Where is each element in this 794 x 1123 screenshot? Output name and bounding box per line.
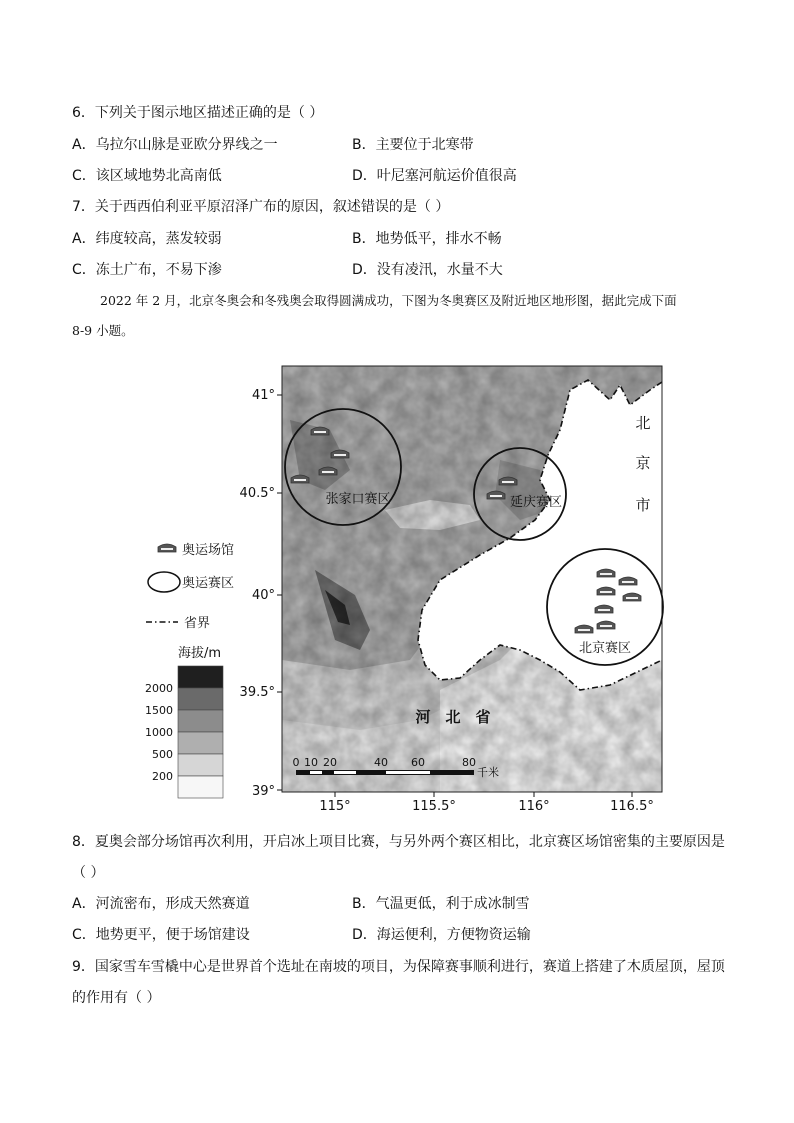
- lon-tick-116: 116°: [518, 799, 550, 810]
- elev-level-200: 200: [152, 770, 173, 783]
- q8-paren: （ ）: [72, 865, 105, 881]
- zone-label-zhangjiakou: 张家口赛区: [325, 492, 391, 507]
- legend-elevation-title: 海拔/m: [178, 646, 222, 661]
- svg-text:80: 80: [462, 756, 476, 769]
- q8-option-c: C．地势更平，便于场馆建设: [72, 927, 250, 943]
- q6-stem: 6．下列关于图示地区描述正确的是（ ）: [72, 105, 324, 121]
- legend-elevation-scale: [178, 666, 223, 798]
- hebei-province-label: 河 北 省: [415, 708, 491, 726]
- q8-option-d: D．海运便利，方便物资运输: [352, 927, 531, 943]
- q6-option-c: C．该区域地势北高南低: [72, 168, 222, 184]
- legend-border-label: 省界: [184, 616, 211, 631]
- lon-tick-116-5: 116.5°: [610, 799, 654, 810]
- lat-tick-40-5: 40.5°: [239, 486, 275, 501]
- q9-stem: 9．国家雪车雪橇中心是世界首个选址在南坡的项目，为保障赛事顺利进行，赛道上搭建了木质屋顶，屋顶: [72, 959, 725, 975]
- svg-text:20: 20: [323, 756, 337, 769]
- svg-text:北: 北: [635, 414, 651, 432]
- legend-zone-icon: [148, 572, 180, 592]
- lat-tick-39-5: 39.5°: [239, 685, 275, 700]
- q9-stem-2: 的作用有（ ）: [72, 990, 161, 1006]
- svg-text:10: 10: [304, 756, 318, 769]
- elev-level-1000: 1000: [145, 726, 173, 739]
- legend-venue-label: 奥运场馆: [182, 543, 235, 558]
- scale-unit: 千米: [477, 766, 499, 779]
- zone-label-yanqing: 延庆赛区: [509, 495, 563, 510]
- beijing-city-label: [635, 414, 650, 514]
- map-legend: [145, 542, 234, 798]
- q6-option-d: D．叶尼塞河航运价值很高: [352, 168, 517, 184]
- q7-option-b: B．地势低平，排水不畅: [352, 231, 502, 247]
- zone-label-beijing: 北京赛区: [578, 641, 632, 656]
- intro-line-1: 2022 年 2 月，北京冬奥会和冬残奥会取得圆满成功，下图为冬奥赛区及附近地区地形图，据此完成下面: [100, 293, 677, 308]
- elev-level-500: 500: [152, 748, 173, 761]
- q7-option-d: D．没有凌汛，水量不大: [352, 262, 503, 278]
- q7-stem: 7．关于西西伯利亚平原沼泽广布的原因，叙述错误的是（ ）: [72, 199, 450, 215]
- terrain-map-figure: [140, 360, 670, 810]
- terrain-relief: [282, 366, 662, 792]
- q8-stem: 8．夏奥会部分场馆再次利用，开启冰上项目比赛，与另外两个赛区相比，北京赛区场馆密集的主要原因是: [72, 834, 725, 850]
- q7-option-c: C．冻土广布，不易下渗: [72, 262, 222, 278]
- lon-tick-115: 115°: [319, 799, 351, 810]
- lon-tick-115-5: 115.5°: [412, 799, 456, 810]
- lat-tick-41: 41°: [251, 388, 275, 403]
- q6-option-b: B．主要位于北寒带: [352, 137, 474, 153]
- svg-text:京: 京: [635, 454, 651, 472]
- svg-text:60: 60: [411, 756, 425, 769]
- elev-level-1500: 1500: [145, 704, 173, 717]
- lat-tick-40: 40°: [251, 588, 275, 603]
- q8-option-a: A．河流密布，形成天然赛道: [72, 896, 250, 912]
- lat-tick-39: 39°: [251, 784, 275, 799]
- legend-venue-icon: [158, 544, 176, 552]
- q8-option-b: B．气温更低，利于成冰制雪: [352, 896, 530, 912]
- intro-line-2: 8-9 小题。: [72, 323, 134, 338]
- svg-text:0: 0: [292, 756, 300, 769]
- q6-option-a: A．乌拉尔山脉是亚欧分界线之一: [72, 137, 278, 153]
- q7-option-a: A．纬度较高，蒸发较弱: [72, 231, 222, 247]
- svg-text:市: 市: [635, 496, 651, 514]
- legend-zone-label: 奥运赛区: [182, 576, 235, 591]
- elev-level-2000: 2000: [145, 682, 173, 695]
- svg-text:40: 40: [374, 756, 388, 769]
